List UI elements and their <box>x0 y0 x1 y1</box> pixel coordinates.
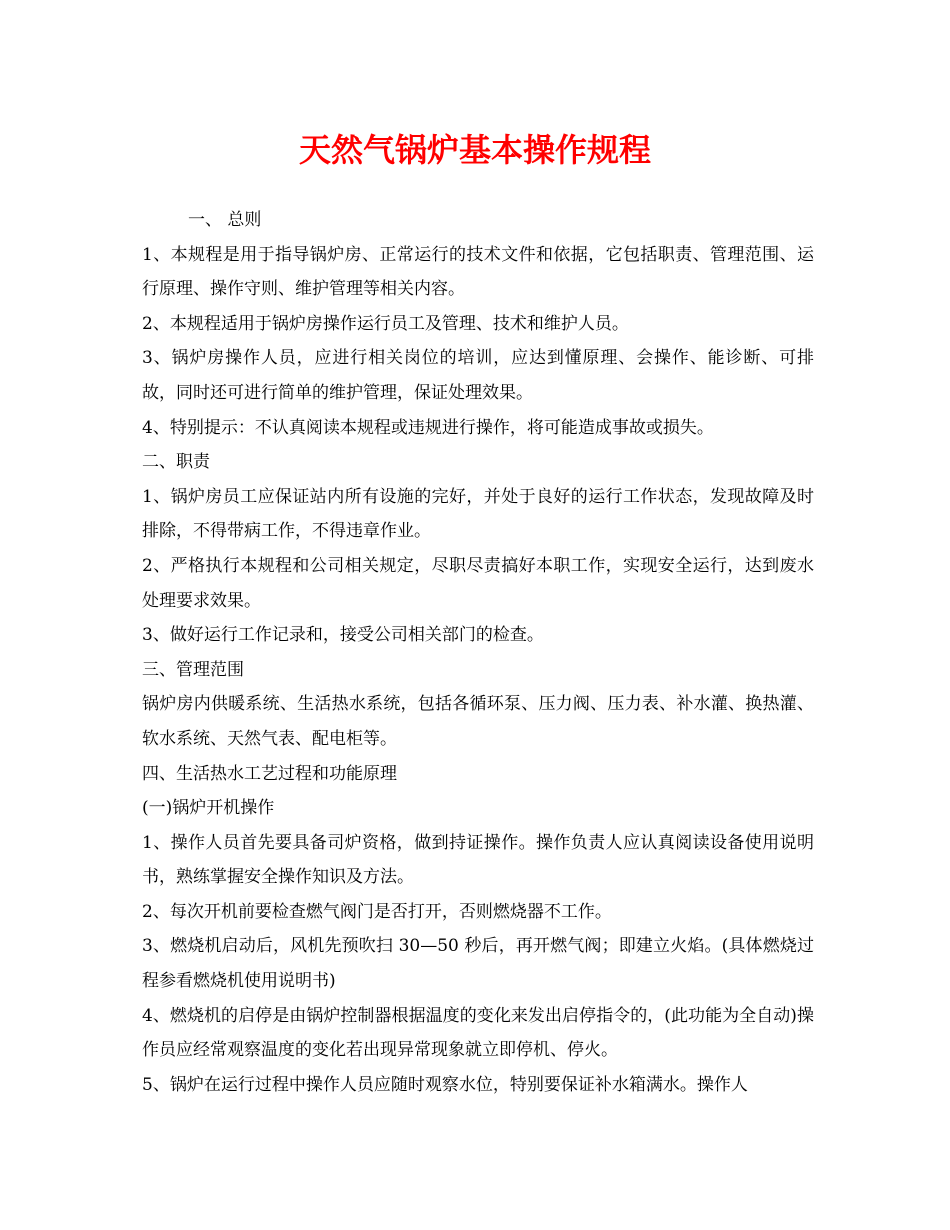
paragraph: 1、锅炉房员工应保证站内所有设施的完好，并处于良好的运行工作状态，发现故障及时排除，不得带病工作，不得违章作业。 <box>142 486 814 542</box>
document-body <box>142 203 814 1102</box>
paragraph: 锅炉房内供暖系统、生活热水系统，包括各循环泵、压力阀、压力表、补水灌、换热灌、软水系统、天然气表、配电柜等。 <box>142 694 814 749</box>
paragraph: 3、做好运行工作记录和，接受公司相关部门的检查。 <box>142 625 544 646</box>
paragraph: 1、操作人员首先要具备司炉资格，做到持证操作。操作负责人应认真阅读设备使用说明书，熟练掌握安全操作知识及方法。 <box>142 832 814 888</box>
paragraph: 1、本规程是用于指导锅炉房、正常运行的技术文件和依据，它包括职责、管理范围、运行原理、操作守则、维护管理等相关内容。 <box>142 244 814 300</box>
document-title: 天然气锅炉基本操作规程 <box>298 131 651 169</box>
paragraph: 4、特别提示：不认真阅读本规程或违规进行操作，将可能造成事故或损失。 <box>142 417 714 438</box>
paragraph: 2、每次开机前要检查燃气阀门是否打开，否则燃烧器不工作。 <box>142 901 612 922</box>
paragraph: 2、本规程适用于锅炉房操作运行员工及管理、技术和维护人员。 <box>142 313 629 334</box>
paragraph: 3、燃烧机启动后，风机先预吹扫 30—50 秒后，再开燃气阀；即建立火焰。(具体燃烧过程参看燃烧机使用说明书) <box>142 936 814 992</box>
paragraph: 3、锅炉房操作人员，应进行相关岗位的培训，应达到懂原理、会操作、能诊断、可排故，同时还可进行简单的维护管理，保证处理效果。 <box>142 348 814 403</box>
paragraph: 二、职责 <box>142 452 210 473</box>
paragraph: 一、 总则 <box>188 210 262 230</box>
paragraph: 5、锅炉在运行过程中操作人员应随时观察水位，特别要保证补水箱满水。操作人 <box>142 1074 748 1095</box>
paragraph: 三、管理范围 <box>142 659 244 680</box>
paragraph: 4、燃烧机的启停是由锅炉控制器根据温度的变化来发出启停指令的，(此功能为全自动)操作员应经常观察温度的变化若出现异常现象就立即停机、停火。 <box>142 1005 814 1061</box>
paragraph: 2、严格执行本规程和公司相关规定，尽职尽责搞好本职工作，实现安全运行，达到废水处理要求效果。 <box>142 555 814 611</box>
paragraph: (一)锅炉开机操作 <box>142 798 275 819</box>
paragraph: 四、生活热水工艺过程和功能原理 <box>142 763 397 784</box>
